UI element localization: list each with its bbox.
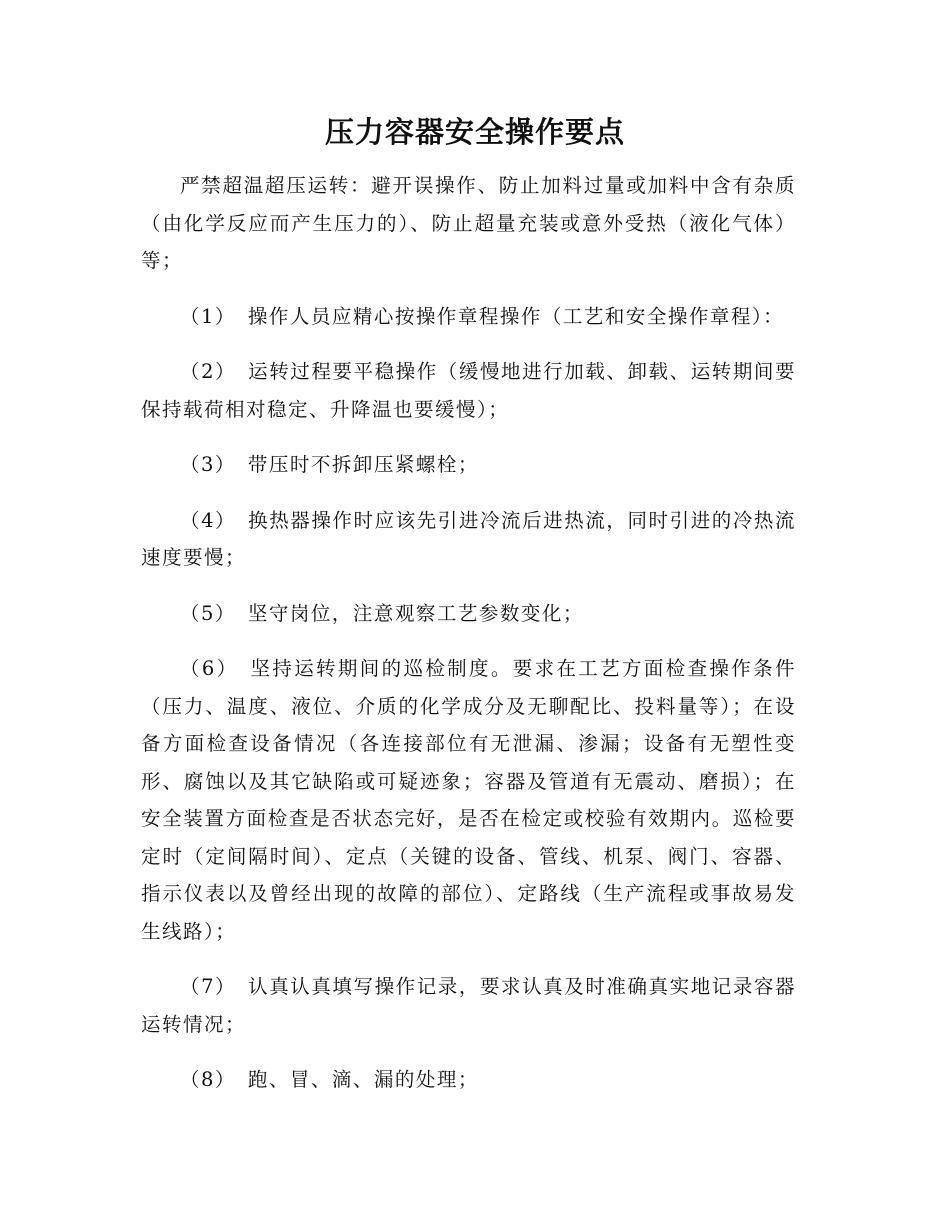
list-item (141, 502, 796, 577)
list-item (141, 595, 796, 633)
item-number: （6） (180, 657, 239, 680)
item-text: 坚持运转期间的巡检制度。要求在工艺方面检查操作条件（压力、温度、液位、介质的化学成分及无聊配比、投料量等）；在设备方面检查设备情况（各连接部位有无泄漏、渗漏；设备有无塑性变形、腐蚀以及其它缺陷或可疑迹象；容器及管道有无震动、磨损）；在安全装置方面检查是否状态完好，是否在检定或校验有效期内。巡检要定时（定间隔时间）、定点（关键的设备、管线、机泵、阀门、容器、指示仪表以及曾经出现的故障的部位）、定路线（生产流程或事故易发生线路）； (141, 657, 796, 943)
list-item (141, 1061, 796, 1099)
item-text: 带压时不拆卸压紧螺栓； (247, 453, 479, 476)
item-text: 换热器操作时应该先引进冷流后进热流，同时引进的冷热流速度要慢； (141, 508, 796, 569)
document-title: 压力容器安全操作要点 (324, 115, 625, 149)
item-text: 坚守岗位，注意观察工艺参数变化； (247, 601, 584, 625)
item-number: （3） (180, 453, 236, 476)
item-number: （4） (180, 508, 237, 532)
item-number: （8） (180, 1068, 236, 1091)
item-text: 认真认真填写操作记录，要求认真及时准确真实地记录容器运转情况； (141, 975, 796, 1036)
item-text: 跑、冒、滴、漏的处理； (247, 1068, 479, 1091)
item-text: 运转过程要平稳操作（缓慢地进行加载、卸载、运转期间要保持载荷相对稳定、升降温也要缓慢）； (141, 360, 796, 421)
list-item (141, 650, 796, 950)
list-item (141, 446, 796, 484)
list-item (141, 968, 796, 1043)
item-number: （2） (180, 360, 237, 383)
intro-paragraph: 严禁超温超压运转：避开误操作、防止加料过量或加料中含有杂质（由化学反应而产生压力的）、防止超量充装或意外受热（液化气体）等； (141, 174, 796, 272)
document-body (141, 167, 796, 1117)
item-number: （5） (180, 601, 236, 625)
item-text: 操作人员应精心按操作章程操作（工艺和安全操作章程）： (247, 304, 785, 328)
list-item (141, 298, 796, 336)
item-number: （1） (180, 304, 236, 328)
list-item (141, 353, 796, 428)
item-number: （7） (180, 975, 237, 998)
